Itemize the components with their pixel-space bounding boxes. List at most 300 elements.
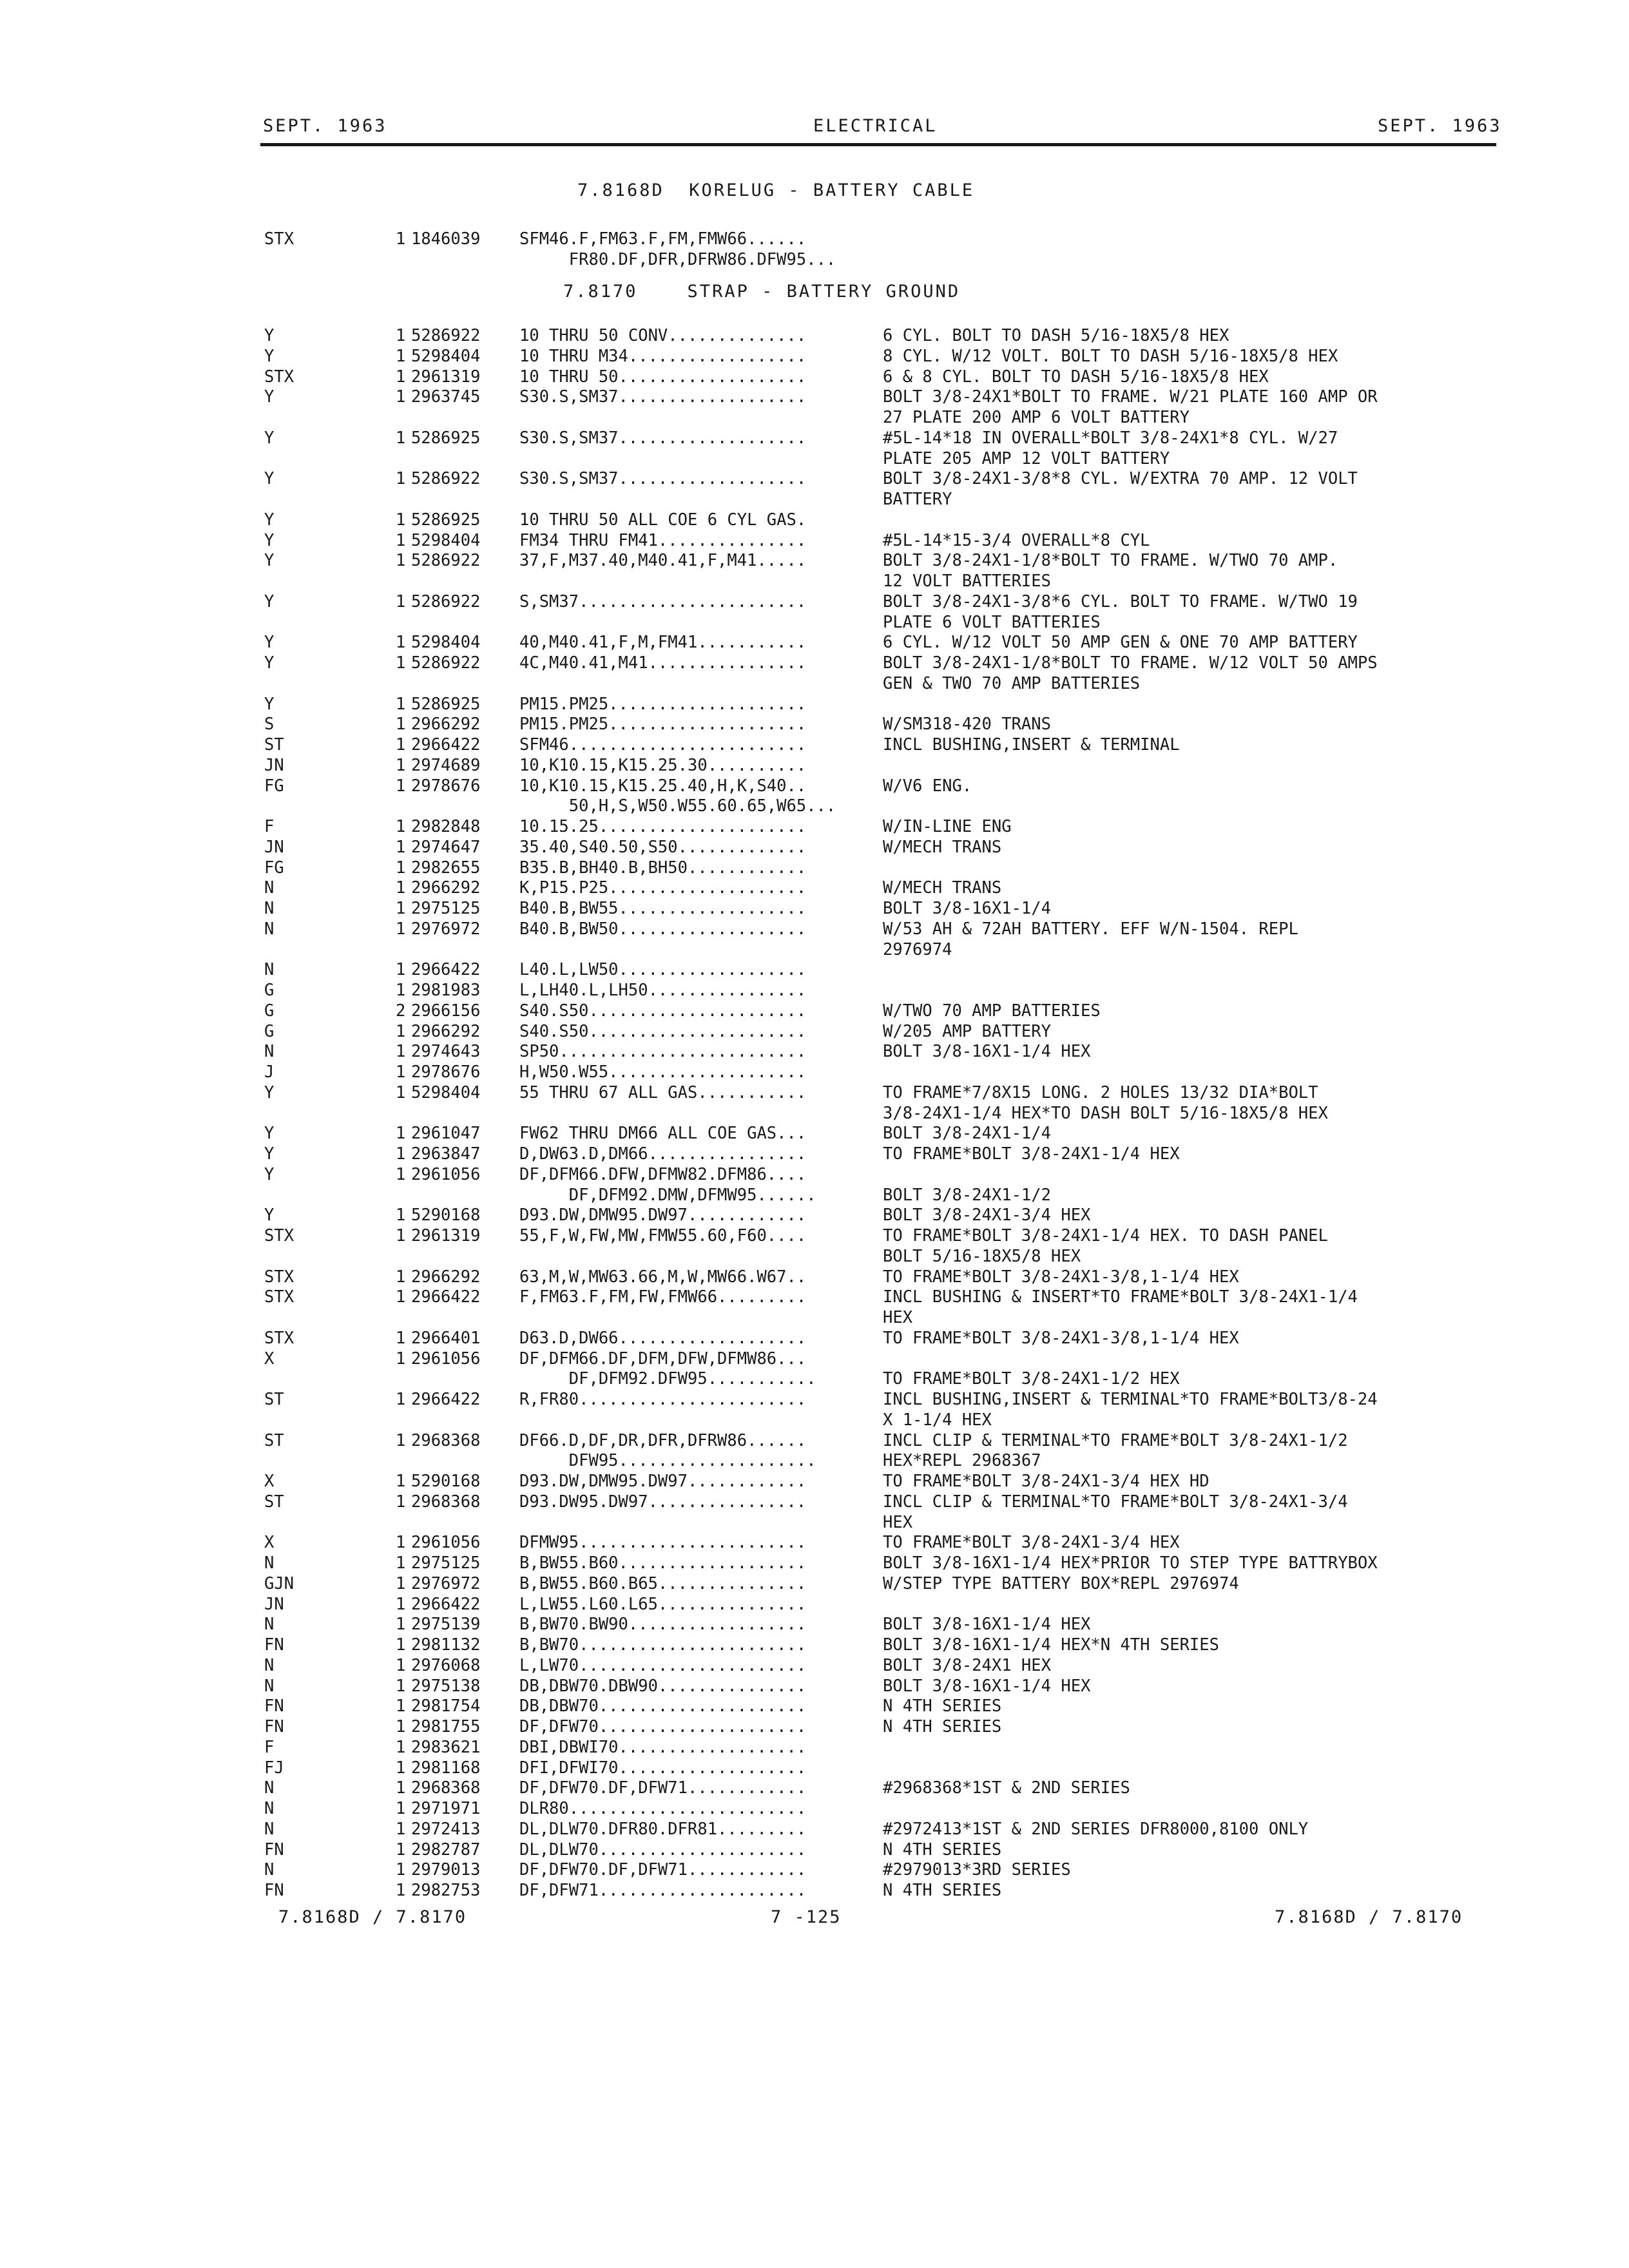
source-code: ST bbox=[264, 1492, 284, 1512]
application: DF,DFM66.DFW,DFMW82.DFM86.... bbox=[519, 1164, 807, 1184]
part-number: 2975125 bbox=[411, 1553, 481, 1573]
application: DL,DLW70.DFR80.DFR81......... bbox=[519, 1819, 807, 1839]
list-item bbox=[0, 249, 1629, 270]
remarks: W/53 AH & 72AH BATTERY. EFF W/N-1504. REPL bbox=[883, 919, 1298, 939]
part-number: 2972413 bbox=[411, 1819, 481, 1839]
part-number: 2961319 bbox=[411, 1226, 481, 1245]
source-code: Y bbox=[264, 530, 275, 550]
application: B,BW55.B60.B65............... bbox=[519, 1573, 807, 1593]
list-item bbox=[0, 571, 1629, 591]
source-code: STX bbox=[264, 367, 294, 387]
source-code: F bbox=[264, 1737, 275, 1757]
remarks: N 4TH SERIES bbox=[883, 1840, 1002, 1860]
quantity: 1 bbox=[396, 1492, 406, 1512]
part-number: 5286925 bbox=[411, 510, 481, 530]
list-item bbox=[0, 1185, 1629, 1206]
remarks: 3/8-24X1-1/4 HEX*TO DASH BOLT 5/16-18X5/8 HEX bbox=[883, 1103, 1328, 1123]
list-item bbox=[0, 653, 1629, 673]
application: DF,DFW71..................... bbox=[519, 1881, 807, 1900]
quantity: 1 bbox=[396, 1062, 406, 1082]
application: 35.40,S40.50,S50............. bbox=[519, 837, 807, 857]
source-code: S bbox=[264, 715, 275, 735]
remarks: W/MECH TRANS bbox=[883, 837, 1002, 857]
source-code: N bbox=[264, 1615, 275, 1635]
application: DF,DFM66.DF,DFM,DFW,DFMW86... bbox=[519, 1349, 807, 1369]
source-code: FJ bbox=[264, 1758, 284, 1778]
remarks: #2979013*3RD SERIES bbox=[883, 1860, 1071, 1880]
list-item bbox=[0, 1041, 1629, 1062]
source-code: GJN bbox=[264, 1573, 294, 1593]
remarks: TO FRAME*BOLT 3/8-24X1-1/2 HEX bbox=[883, 1369, 1180, 1389]
application: FW62 THRU DM66 ALL COE GAS... bbox=[519, 1124, 807, 1144]
list-item bbox=[0, 1614, 1629, 1635]
quantity: 1 bbox=[396, 510, 406, 530]
list-item bbox=[0, 367, 1629, 387]
part-number: 2976068 bbox=[411, 1655, 481, 1675]
quantity: 1 bbox=[396, 1042, 406, 1062]
quantity: 1 bbox=[396, 694, 406, 714]
quantity: 1 bbox=[396, 981, 406, 1000]
list-item bbox=[0, 694, 1629, 715]
source-code: Y bbox=[264, 326, 275, 345]
list-item bbox=[0, 673, 1629, 694]
remarks: #2968368*1ST & 2ND SERIES bbox=[883, 1778, 1130, 1798]
remarks: W/SM318-420 TRANS bbox=[883, 715, 1051, 735]
source-code: N bbox=[264, 1042, 275, 1062]
application: SFM46.F,FM63.F,FM,FMW66...... bbox=[519, 229, 807, 249]
part-number: 5286922 bbox=[411, 469, 481, 489]
part-number: 2966422 bbox=[411, 1390, 481, 1409]
application: 37,F,M37.40,M40.41,F,M41..... bbox=[519, 551, 807, 571]
application: DFW95.................... bbox=[519, 1451, 816, 1471]
source-code: Y bbox=[264, 1082, 275, 1102]
application: S,SM37....................... bbox=[519, 591, 807, 611]
section-title-strap: 7.8170 STRAP - BATTERY GROUND bbox=[563, 282, 961, 302]
list-item bbox=[0, 858, 1629, 878]
quantity: 1 bbox=[396, 715, 406, 735]
quantity: 1 bbox=[396, 1349, 406, 1369]
quantity: 1 bbox=[396, 551, 406, 571]
part-number: 2981754 bbox=[411, 1696, 481, 1716]
quantity: 1 bbox=[396, 960, 406, 980]
source-code: Y bbox=[264, 1164, 275, 1184]
quantity: 1 bbox=[396, 1696, 406, 1716]
part-number: 2961056 bbox=[411, 1349, 481, 1369]
source-code: Y bbox=[264, 551, 275, 571]
application: S30.S,SM37................... bbox=[519, 387, 807, 407]
application: 10,K10.15,K15.25.30.......... bbox=[519, 755, 807, 775]
list-item bbox=[0, 325, 1629, 346]
remarks: 6 CYL. W/12 VOLT 50 AMP GEN & ONE 70 AMP BATTERY bbox=[883, 633, 1358, 653]
list-item bbox=[0, 1758, 1629, 1778]
part-number: 2976972 bbox=[411, 1573, 481, 1593]
application: PM15.PM25.................... bbox=[519, 694, 807, 714]
quantity: 1 bbox=[396, 1655, 406, 1675]
application: FM34 THRU FM41............... bbox=[519, 530, 807, 550]
list-item bbox=[0, 1328, 1629, 1349]
source-code: N bbox=[264, 899, 275, 918]
part-number: 2966422 bbox=[411, 1287, 481, 1307]
part-number: 2982787 bbox=[411, 1840, 481, 1860]
part-number: 2983621 bbox=[411, 1737, 481, 1757]
list-item bbox=[0, 939, 1629, 960]
source-code: FN bbox=[264, 1635, 284, 1655]
source-code: N bbox=[264, 1799, 275, 1818]
quantity: 1 bbox=[396, 1124, 406, 1144]
application: S40.S50...................... bbox=[519, 1001, 807, 1021]
quantity: 1 bbox=[396, 776, 406, 796]
list-item bbox=[0, 1573, 1629, 1594]
list-item bbox=[0, 1164, 1629, 1185]
quantity: 1 bbox=[396, 1287, 406, 1307]
application: B40.B,BW55................... bbox=[519, 899, 807, 918]
remarks: 6 & 8 CYL. BOLT TO DASH 5/16-18X5/8 HEX bbox=[883, 367, 1269, 387]
list-item bbox=[0, 1635, 1629, 1655]
remarks: BATTERY bbox=[883, 490, 952, 509]
footer-page-number: 7 -125 bbox=[771, 1907, 842, 1927]
header-right-date: SEPT. 1963 bbox=[1378, 116, 1502, 136]
quantity: 1 bbox=[396, 1430, 406, 1450]
quantity: 1 bbox=[396, 1737, 406, 1757]
remarks: W/IN-LINE ENG bbox=[883, 817, 1012, 836]
remarks: BOLT 3/8-24X1-1/2 bbox=[883, 1185, 1051, 1205]
source-code: N bbox=[264, 960, 275, 980]
footer-left-ref: 7.8168D / 7.8170 bbox=[278, 1907, 467, 1927]
remarks: INCL CLIP & TERMINAL*TO FRAME*BOLT 3/8-24X1-3/4 bbox=[883, 1492, 1348, 1512]
quantity: 1 bbox=[396, 633, 406, 653]
list-item bbox=[0, 1532, 1629, 1553]
header-rule bbox=[260, 143, 1496, 146]
list-item bbox=[0, 1471, 1629, 1492]
quantity: 2 bbox=[396, 1001, 406, 1021]
list-item bbox=[0, 1082, 1629, 1103]
quantity: 1 bbox=[396, 229, 406, 249]
quantity: 1 bbox=[396, 837, 406, 857]
part-number: 2981755 bbox=[411, 1717, 481, 1736]
quantity: 1 bbox=[396, 1021, 406, 1041]
list-item bbox=[0, 714, 1629, 735]
part-number: 5286922 bbox=[411, 326, 481, 345]
source-code: JN bbox=[264, 755, 284, 775]
application: S30.S,SM37................... bbox=[519, 469, 807, 489]
part-number: 2971971 bbox=[411, 1799, 481, 1818]
list-item bbox=[0, 1246, 1629, 1267]
list-item bbox=[0, 632, 1629, 653]
remarks: W/V6 ENG. bbox=[883, 776, 972, 796]
part-number: 2966156 bbox=[411, 1001, 481, 1021]
part-number: 5286922 bbox=[411, 653, 481, 673]
source-code: FG bbox=[264, 776, 284, 796]
remarks: 8 CYL. W/12 VOLT. BOLT TO DASH 5/16-18X5/8 HEX bbox=[883, 346, 1338, 366]
remarks: W/TWO 70 AMP BATTERIES bbox=[883, 1001, 1101, 1021]
list-item bbox=[0, 468, 1629, 489]
part-number: 2981983 bbox=[411, 981, 481, 1000]
list-item bbox=[0, 387, 1629, 407]
application: B,BW70.BW90.................. bbox=[519, 1615, 807, 1635]
remarks: BOLT 3/8-24X1-3/4 HEX bbox=[883, 1206, 1091, 1225]
application: B35.B,BH40.B,BH50............ bbox=[519, 858, 807, 878]
part-number: 2966401 bbox=[411, 1328, 481, 1348]
source-code: FN bbox=[264, 1840, 284, 1860]
source-code: JN bbox=[264, 1594, 284, 1614]
remarks: #5L-14*18 IN OVERALL*BOLT 3/8-24X1*8 CYL. W/27 bbox=[883, 428, 1338, 448]
list-item bbox=[0, 776, 1629, 796]
quantity: 1 bbox=[396, 1144, 406, 1164]
quantity: 1 bbox=[396, 755, 406, 775]
part-number: 2975139 bbox=[411, 1615, 481, 1635]
quantity: 1 bbox=[396, 346, 406, 366]
list-item bbox=[0, 591, 1629, 612]
quantity: 1 bbox=[396, 1758, 406, 1778]
list-item bbox=[0, 959, 1629, 980]
list-item bbox=[0, 1430, 1629, 1451]
list-item bbox=[0, 1307, 1629, 1328]
quantity: 1 bbox=[396, 1267, 406, 1287]
quantity: 1 bbox=[396, 735, 406, 754]
source-code: N bbox=[264, 1553, 275, 1573]
list-item bbox=[0, 530, 1629, 551]
application: S40.S50...................... bbox=[519, 1021, 807, 1041]
remarks: TO FRAME*BOLT 3/8-24X1-3/8,1-1/4 HEX bbox=[883, 1267, 1239, 1287]
remarks: BOLT 3/8-24X1 HEX bbox=[883, 1655, 1051, 1675]
part-number: 5298404 bbox=[411, 346, 481, 366]
part-number: 5286925 bbox=[411, 428, 481, 448]
list-item bbox=[0, 1512, 1629, 1533]
source-code: Y bbox=[264, 1144, 275, 1164]
quantity: 1 bbox=[396, 1533, 406, 1553]
application: DFMW95....................... bbox=[519, 1533, 807, 1553]
remarks: 27 PLATE 200 AMP 6 VOLT BATTERY bbox=[883, 408, 1190, 427]
list-item bbox=[0, 1450, 1629, 1471]
part-number: 2981132 bbox=[411, 1635, 481, 1655]
source-code: STX bbox=[264, 1226, 294, 1245]
quantity: 1 bbox=[396, 919, 406, 939]
application: S30.S,SM37................... bbox=[519, 428, 807, 448]
source-code: G bbox=[264, 1001, 275, 1021]
application: B,BW55.B60................... bbox=[519, 1553, 807, 1573]
quantity: 1 bbox=[396, 1573, 406, 1593]
list-item bbox=[0, 1349, 1629, 1369]
remarks: BOLT 3/8-24X1-1/4 bbox=[883, 1124, 1051, 1144]
remarks: W/MECH TRANS bbox=[883, 878, 1002, 898]
application: DB,DBW70.DBW90............... bbox=[519, 1676, 807, 1696]
source-code: FN bbox=[264, 1881, 284, 1900]
list-item bbox=[0, 1369, 1629, 1389]
application: H,W50.W55.................... bbox=[519, 1062, 807, 1082]
application: K,P15.P25.................... bbox=[519, 878, 807, 898]
part-number: 5290168 bbox=[411, 1206, 481, 1225]
source-code: FG bbox=[264, 858, 284, 878]
source-code: X bbox=[264, 1472, 275, 1491]
remarks: TO FRAME*7/8X15 LONG. 2 HOLES 13/32 DIA*BOLT bbox=[883, 1082, 1318, 1102]
list-item bbox=[0, 550, 1629, 571]
source-code: F bbox=[264, 817, 275, 836]
part-number: 2974689 bbox=[411, 755, 481, 775]
source-code: ST bbox=[264, 1430, 284, 1450]
source-code: Y bbox=[264, 1206, 275, 1225]
section-title-korelug: 7.8168D KORELUG - BATTERY CABLE bbox=[577, 180, 975, 200]
application: F,FM63.F,FM,FW,FMW66......... bbox=[519, 1287, 807, 1307]
source-code: Y bbox=[264, 653, 275, 673]
quantity: 1 bbox=[396, 1860, 406, 1880]
part-number: 2978676 bbox=[411, 1062, 481, 1082]
quantity: 1 bbox=[396, 591, 406, 611]
application: 10.15.25..................... bbox=[519, 817, 807, 836]
quantity: 1 bbox=[396, 326, 406, 345]
source-code: N bbox=[264, 1778, 275, 1798]
list-item bbox=[0, 1287, 1629, 1307]
application: 10 THRU 50................... bbox=[519, 367, 807, 387]
remarks: BOLT 3/8-24X1*BOLT TO FRAME. W/21 PLATE 160 AMP OR bbox=[883, 387, 1378, 407]
source-code: N bbox=[264, 919, 275, 939]
application: DF,DFW70..................... bbox=[519, 1717, 807, 1736]
remarks: #2972413*1ST & 2ND SERIES DFR8000,8100 ONLY bbox=[883, 1819, 1309, 1839]
quantity: 1 bbox=[396, 1676, 406, 1696]
list-item bbox=[0, 1410, 1629, 1430]
quantity: 1 bbox=[396, 1799, 406, 1818]
remarks: TO FRAME*BOLT 3/8-24X1-1/4 HEX. TO DASH PANEL bbox=[883, 1226, 1328, 1245]
remarks: BOLT 3/8-16X1-1/4 bbox=[883, 899, 1051, 918]
list-item bbox=[0, 1267, 1629, 1287]
remarks: BOLT 3/8-24X1-1/8*BOLT TO FRAME. W/12 VOLT 50 AMPS bbox=[883, 653, 1378, 673]
source-code: JN bbox=[264, 837, 284, 857]
part-number: 5286922 bbox=[411, 551, 481, 571]
quantity: 1 bbox=[396, 1226, 406, 1245]
list-item bbox=[0, 1123, 1629, 1144]
remarks: TO FRAME*BOLT 3/8-24X1-3/8,1-1/4 HEX bbox=[883, 1328, 1239, 1348]
part-number: 2982753 bbox=[411, 1881, 481, 1900]
application: DBI,DBWI70................... bbox=[519, 1737, 807, 1757]
remarks: N 4TH SERIES bbox=[883, 1696, 1002, 1716]
remarks: INCL BUSHING,INSERT & TERMINAL bbox=[883, 735, 1180, 754]
list-item bbox=[0, 1001, 1629, 1021]
quantity: 1 bbox=[396, 1881, 406, 1900]
list-item bbox=[0, 448, 1629, 469]
remarks: N 4TH SERIES bbox=[883, 1881, 1002, 1900]
list-item bbox=[0, 980, 1629, 1001]
application: DL,DLW70..................... bbox=[519, 1840, 807, 1860]
list-item bbox=[0, 1389, 1629, 1410]
source-code: Y bbox=[264, 387, 275, 407]
remarks: BOLT 3/8-16X1-1/4 HEX bbox=[883, 1676, 1091, 1696]
list-item bbox=[0, 1880, 1629, 1901]
footer-right-ref: 7.8168D / 7.8170 bbox=[1275, 1907, 1463, 1927]
application: SP50......................... bbox=[519, 1042, 807, 1062]
source-code: G bbox=[264, 1021, 275, 1041]
quantity: 1 bbox=[396, 878, 406, 898]
list-item bbox=[0, 1062, 1629, 1082]
source-code: Y bbox=[264, 633, 275, 653]
part-number: 2963847 bbox=[411, 1144, 481, 1164]
application: 4C,M40.41,M41................ bbox=[519, 653, 807, 673]
part-number: 2968368 bbox=[411, 1778, 481, 1798]
part-number: 2966422 bbox=[411, 735, 481, 754]
quantity: 1 bbox=[396, 1472, 406, 1491]
remarks: GEN & TWO 70 AMP BATTERIES bbox=[883, 673, 1141, 693]
quantity: 1 bbox=[396, 1164, 406, 1184]
source-code: Y bbox=[264, 510, 275, 530]
quantity: 1 bbox=[396, 428, 406, 448]
remarks: BOLT 3/8-16X1-1/4 HEX bbox=[883, 1042, 1091, 1062]
quantity: 1 bbox=[396, 530, 406, 550]
part-number: 2982655 bbox=[411, 858, 481, 878]
remarks: BOLT 3/8-16X1-1/4 HEX bbox=[883, 1615, 1091, 1635]
remarks: INCL BUSHING & INSERT*TO FRAME*BOLT 3/8-24X1-1/4 bbox=[883, 1287, 1358, 1307]
list-item bbox=[0, 919, 1629, 939]
list-item bbox=[0, 1655, 1629, 1676]
list-item bbox=[0, 878, 1629, 898]
application: SFM46........................ bbox=[519, 735, 807, 754]
source-code: G bbox=[264, 981, 275, 1000]
part-number: 5298404 bbox=[411, 530, 481, 550]
application: L,LH40.L,LH50................ bbox=[519, 981, 807, 1000]
application: D63.D,DW66................... bbox=[519, 1328, 807, 1348]
quantity: 1 bbox=[396, 817, 406, 836]
remarks: 2976974 bbox=[883, 939, 952, 959]
list-item bbox=[0, 1676, 1629, 1696]
part-number: 5298404 bbox=[411, 633, 481, 653]
application: 10 THRU 50 ALL COE 6 CYL GAS. bbox=[519, 510, 807, 530]
source-code: Y bbox=[264, 694, 275, 714]
list-item bbox=[0, 796, 1629, 816]
part-number: 2966292 bbox=[411, 1267, 481, 1287]
application: DF,DFW70.DF,DFW71............ bbox=[519, 1860, 807, 1880]
part-number: 2966292 bbox=[411, 1021, 481, 1041]
quantity: 1 bbox=[396, 858, 406, 878]
application: 10 THRU 50 CONV.............. bbox=[519, 326, 807, 345]
part-number: 2974647 bbox=[411, 837, 481, 857]
list-item bbox=[0, 1144, 1629, 1164]
remarks: N 4TH SERIES bbox=[883, 1717, 1002, 1736]
remarks: HEX*REPL 2968367 bbox=[883, 1451, 1041, 1471]
remarks: X 1-1/4 HEX bbox=[883, 1410, 992, 1430]
quantity: 1 bbox=[396, 653, 406, 673]
quantity: 1 bbox=[396, 1206, 406, 1225]
part-number: 5286925 bbox=[411, 694, 481, 714]
quantity: 1 bbox=[396, 1778, 406, 1798]
application: D93.DW,DMW95.DW97............ bbox=[519, 1206, 807, 1225]
remarks: TO FRAME*BOLT 3/8-24X1-3/4 HEX bbox=[883, 1533, 1180, 1553]
quantity: 1 bbox=[396, 1390, 406, 1409]
quantity: 1 bbox=[396, 1635, 406, 1655]
source-code: Y bbox=[264, 1124, 275, 1144]
list-item bbox=[0, 1840, 1629, 1860]
list-item bbox=[0, 1716, 1629, 1737]
application: 50,H,S,W50.W55.60.65,W65... bbox=[519, 796, 836, 816]
part-number: 2966422 bbox=[411, 1594, 481, 1614]
list-item bbox=[0, 837, 1629, 858]
application: 55 THRU 67 ALL GAS........... bbox=[519, 1082, 807, 1102]
source-code: FN bbox=[264, 1696, 284, 1716]
source-code: J bbox=[264, 1062, 275, 1082]
application: 63,M,W,MW63.66,M,W,MW66.W67.. bbox=[519, 1267, 807, 1287]
quantity: 1 bbox=[396, 1594, 406, 1614]
remarks: HEX bbox=[883, 1512, 913, 1532]
remarks: BOLT 3/8-16X1-1/4 HEX*PRIOR TO STEP TYPE BATTRYBOX bbox=[883, 1553, 1378, 1573]
remarks: W/STEP TYPE BATTERY BOX*REPL 2976974 bbox=[883, 1573, 1239, 1593]
list-item bbox=[0, 510, 1629, 530]
remarks: TO FRAME*BOLT 3/8-24X1-1/4 HEX bbox=[883, 1144, 1180, 1164]
application: DF,DFM92.DMW,DFMW95...... bbox=[519, 1185, 816, 1205]
part-number: 2966292 bbox=[411, 715, 481, 735]
quantity: 1 bbox=[396, 1717, 406, 1736]
application: B,BW70....................... bbox=[519, 1635, 807, 1655]
part-number: 1846039 bbox=[411, 229, 481, 249]
remarks: BOLT 3/8-24X1-3/8*6 CYL. BOLT TO FRAME. W/TWO 19 bbox=[883, 591, 1358, 611]
part-number: 2981168 bbox=[411, 1758, 481, 1778]
quantity: 1 bbox=[396, 1082, 406, 1102]
application: DB,DBW70..................... bbox=[519, 1696, 807, 1716]
